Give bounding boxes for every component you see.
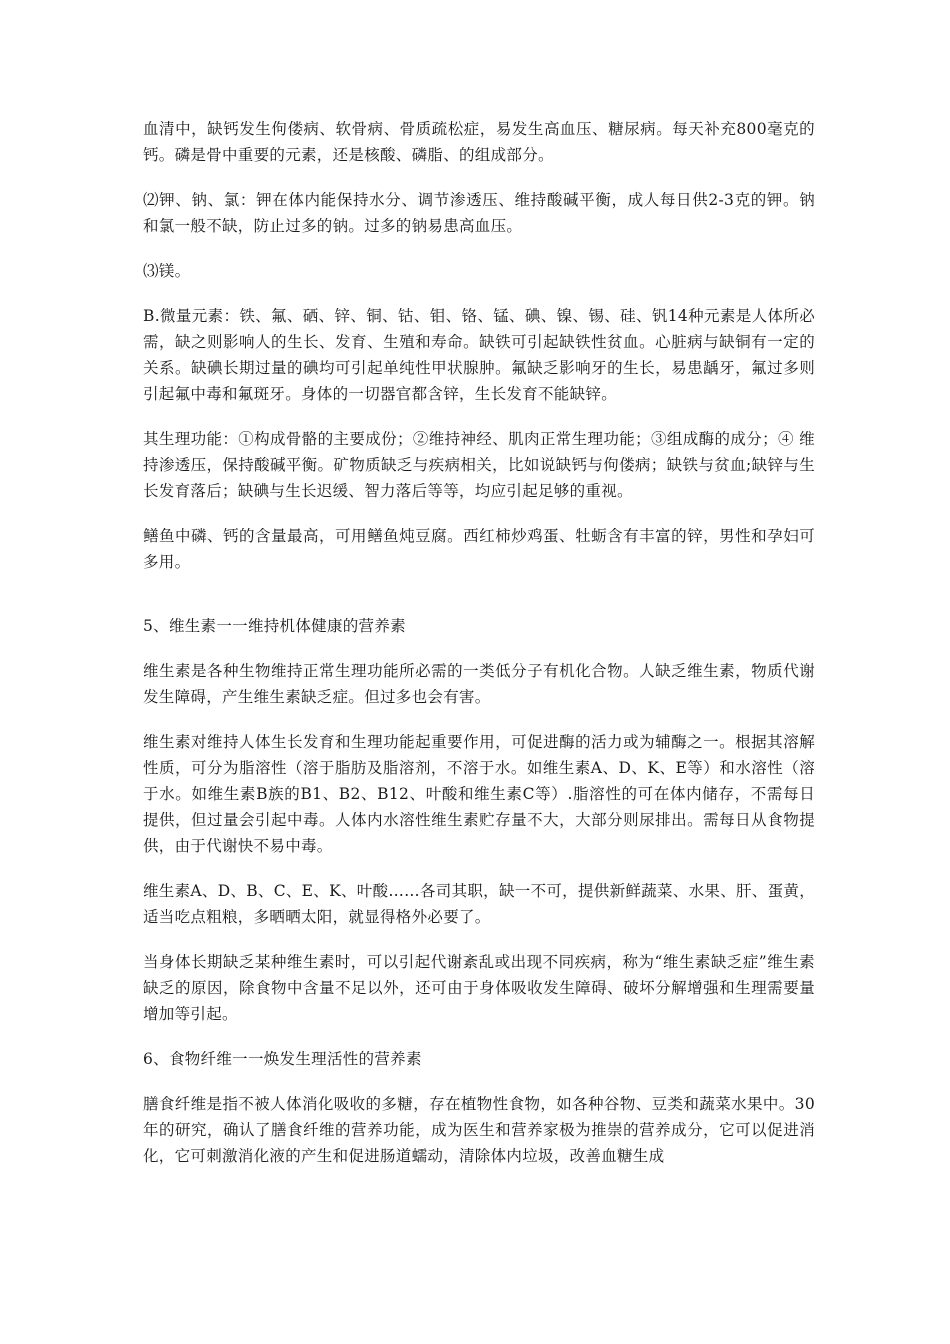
paragraph-physiological-functions: 其生理功能：①构成骨骼的主要成份；②维持神经、肌肉正常生理功能；③组成酶的成分；④ 维持渗透压，保持酸碱平衡。矿物质缺乏与疾病相关，比如说缺钙与佝偻病；缺铁与贫血;缺锌与生长发育落后；缺碘与生长迟缓、智力落后等等，均应引起足够的重视。 [143,430,815,500]
paragraph-eel-tofu: 鳝鱼中磷、钙的含量最高，可用鳝鱼炖豆腐。西红柿炒鸡蛋、牡蛎含有丰富的锌，男性和孕妇可多用。 [143,527,815,571]
section-heading-vitamins: 5、维生素一一维持机体健康的营养素 [143,617,406,635]
paragraph-vitamin-sources: 维生素A、D、B、C、E、K、叶酸……各司其职，缺一不可，提供新鲜蔬菜、水果、肝、蛋黄，适当吃点粗粮，多晒晒太阳，就显得格外必要了。 [143,882,815,926]
paragraph-calcium: 血清中，缺钙发生佝偻病、软骨病、骨质疏松症，易发生高血压、糖尿病。每天补充800毫克的钙。磷是骨中重要的元素，还是核酸、磷脂、的组成部分。 [143,120,815,164]
paragraph-vitamin-solubility: 维生素对维持人体生长发育和生理功能起重要作用，可促进酶的活力或为辅酶之一。根据其溶解性质，可分为脂溶性（溶于脂肪及脂溶剂，不溶于水。如维生素A、D、K、E等）和水溶性（溶于水。如维生素B族的B1、B2、B12、叶酸和维生素C等）.脂溶性的可在体内储存，不需每日提供，但过量会引起中毒。人体内水溶性维生素贮存量不大，大部分则尿排出。需每日从食物提供，由于代谢快不易中毒。 [143,733,815,855]
paragraph-vitamin-deficiency: 当身体长期缺乏某种维生素时，可以引起代谢紊乱或出现不同疾病，称为“维生素缺乏症”维生素缺乏的原因，除食物中含量不足以外，还可由于身体吸收发生障碍、破坏分解增强和生理需要量增加等引起。 [143,953,815,1023]
section-heading-dietary-fiber: 6、食物纤维一一焕发生理活性的营养素 [143,1050,422,1068]
paragraph-dietary-fiber: 膳食纤维是指不被人体消化吸收的多糖，存在植物性食物，如各种谷物、豆类和蔬菜水果中。30年的研究，确认了膳食纤维的营养功能，成为医生和营养家极为推崇的营养成分，它可以促进消化，它可刺激消化液的产生和促进肠道蠕动，清除体内垃圾，改善血糖生成 [143,1095,815,1165]
document-body [143,116,815,1188]
paragraph-magnesium: ⑶镁。 [143,262,191,280]
paragraph-potassium-sodium-chlorine: ⑵钾、钠、氯：钾在体内能保持水分、调节渗透压、维持酸碱平衡，成人每日供2-3克的钾。钠和氯一般不缺，防止过多的钠。过多的钠易患高血压。 [143,191,815,235]
paragraph-trace-elements: B.微量元素：铁、氟、硒、锌、铜、钴、钼、铬、锰、碘、镍、锡、硅、钒14种元素是人体所必需，缺之则影响人的生长、发育、生殖和寿命。缺铁可引起缺铁性贫血。心脏病与缺铜有一定的关系。缺碘长期过量的碘均可引起单纯性甲状腺肿。氟缺乏影响牙的生长，易患龋牙，氟过多则引起氟中毒和氟斑牙。身体的一切器官都含锌，生长发育不能缺锌。 [143,307,815,403]
paragraph-vitamin-definition: 维生素是各种生物维持正常生理功能所必需的一类低分子有机化合物。人缺乏维生素，物质代谢发生障碍，产生维生素缺乏症。但过多也会有害。 [143,662,815,706]
